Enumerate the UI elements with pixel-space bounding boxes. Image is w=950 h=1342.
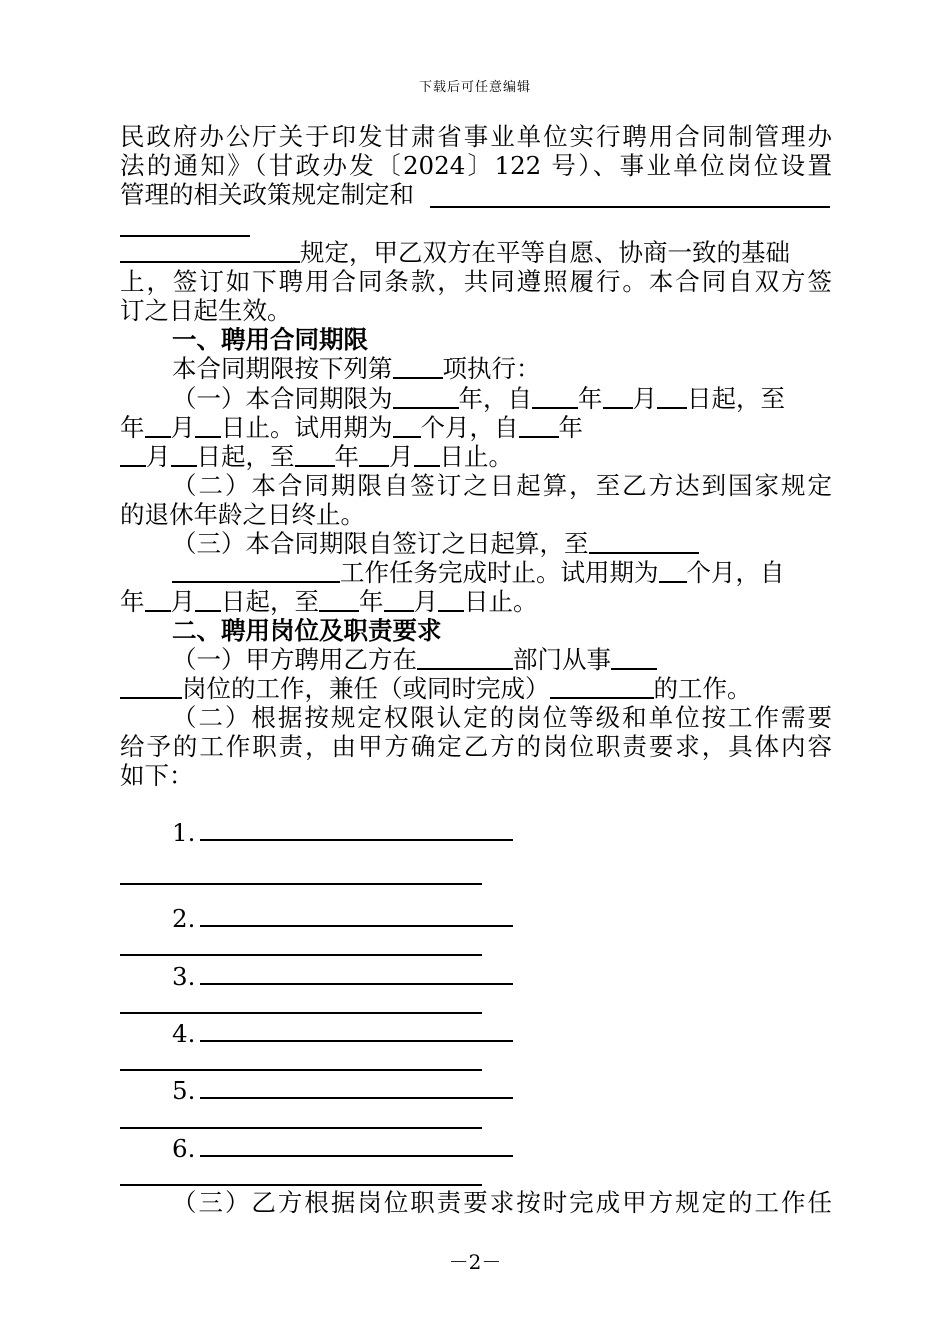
paragraph-text: 日起，至 — [687, 384, 785, 413]
fill-in-blank[interactable] — [200, 983, 513, 985]
paragraph-text: 年 — [359, 587, 384, 616]
paragraph-text: 工作任务完成时止。试用期为 — [340, 558, 659, 587]
list-item: 6. — [172, 1134, 196, 1163]
fill-in-blank[interactable] — [120, 235, 250, 237]
fill-in-blank[interactable] — [519, 414, 559, 438]
paragraph-text: 规定，甲乙双方在平等自愿、协商一致的基础 — [300, 238, 790, 267]
paragraph-text: 年 — [578, 384, 603, 413]
fill-in-blank[interactable] — [393, 414, 421, 438]
fill-in-blank[interactable] — [200, 1097, 513, 1099]
fill-in-blank[interactable] — [611, 646, 657, 670]
paragraph-text: 岗位的工作，兼任（或同时完成） — [182, 674, 550, 703]
fill-in-blank[interactable] — [120, 1069, 482, 1071]
paragraph-line: 上，签订如下聘用合同条款，共同遵照履行。本合同自双方签 — [120, 267, 832, 296]
fill-in-blank[interactable] — [120, 675, 182, 699]
paragraph-text: 年 — [120, 413, 145, 442]
fill-in-blank[interactable] — [319, 588, 359, 612]
paragraph-text: 本合同期限按下列第 — [172, 354, 393, 383]
paragraph-text: 日止。试用期为 — [221, 413, 393, 442]
fill-in-blank[interactable] — [589, 530, 699, 554]
fill-in-blank[interactable] — [120, 239, 300, 263]
fill-in-blank[interactable] — [384, 588, 414, 612]
fill-in-blank[interactable] — [359, 443, 389, 467]
fill-in-blank[interactable] — [120, 1127, 482, 1129]
paragraph-line: 的退休年龄之日终止。 — [120, 500, 365, 529]
fill-in-blank[interactable] — [172, 559, 340, 583]
paragraph-line — [172, 558, 785, 587]
paragraph-line — [120, 587, 538, 616]
section-title: 二、聘用岗位及职责要求 — [172, 616, 442, 645]
paragraph-line: （二）本合同期限自签订之日起算，至乙方达到国家规定 — [172, 471, 832, 500]
paragraph-text: 项执行： — [442, 354, 541, 383]
paragraph-text: 月 — [146, 442, 171, 471]
fill-in-blank[interactable] — [550, 675, 654, 699]
paragraph-line: （三）乙方根据岗位职责要求按时完成甲方规定的工作任 — [172, 1188, 832, 1217]
list-item: 5. — [172, 1076, 196, 1105]
paragraph-text: （三）本合同期限自签订之日起算，至 — [172, 529, 589, 558]
paragraph-line: 给予的工作职责，由甲方确定乙方的岗位职责要求，具体内容 — [120, 732, 832, 761]
list-item: 1. — [172, 818, 196, 847]
fill-in-blank[interactable] — [657, 385, 687, 409]
fill-in-blank[interactable] — [145, 414, 171, 438]
paragraph-text: 月 — [389, 442, 414, 471]
paragraph-text: 的工作。 — [653, 674, 752, 703]
paragraph-text: 月 — [413, 587, 438, 616]
paragraph-line — [120, 442, 513, 471]
fill-in-blank[interactable] — [295, 443, 335, 467]
paragraph-text: 个月，自 — [420, 413, 519, 442]
paragraph-text: 年 — [334, 442, 359, 471]
paragraph-line — [172, 384, 785, 413]
paragraph-text: 个月，自 — [686, 558, 785, 587]
paragraph-line — [172, 645, 657, 674]
paragraph-text: 年 — [120, 587, 145, 616]
paragraph-line — [172, 529, 699, 558]
paragraph-line: 如下： — [120, 761, 194, 790]
fill-in-blank[interactable] — [200, 1040, 513, 1042]
paragraph-text: 日止。 — [439, 442, 513, 471]
paragraph-text: 管理的相关政策规定制定和 — [120, 180, 414, 209]
paragraph-text: 日起，至 — [221, 587, 319, 616]
paragraph-text: 月 — [170, 413, 195, 442]
fill-in-blank[interactable] — [200, 1155, 513, 1157]
fill-in-blank[interactable] — [120, 954, 482, 956]
paragraph-text: 年 — [558, 413, 583, 442]
fill-in-blank[interactable] — [532, 385, 578, 409]
page-header-note: 下载后可任意编辑 — [418, 80, 531, 95]
fill-in-blank[interactable] — [120, 443, 146, 467]
fill-in-blank[interactable] — [430, 206, 830, 208]
fill-in-blank[interactable] — [195, 414, 221, 438]
paragraph-line: 订之日起生效。 — [120, 296, 292, 325]
fill-in-blank[interactable] — [659, 559, 687, 583]
fill-in-blank[interactable] — [120, 1012, 482, 1014]
paragraph-text: 部门从事 — [513, 645, 611, 674]
fill-in-blank[interactable] — [438, 588, 464, 612]
paragraph-line — [120, 180, 414, 209]
fill-in-blank[interactable] — [171, 443, 197, 467]
fill-in-blank[interactable] — [195, 588, 221, 612]
list-item: 4. — [172, 1019, 196, 1048]
fill-in-blank[interactable] — [120, 1184, 482, 1186]
fill-in-blank[interactable] — [393, 385, 459, 409]
fill-in-blank[interactable] — [120, 883, 482, 885]
fill-in-blank[interactable] — [414, 443, 440, 467]
fill-in-blank[interactable] — [393, 355, 443, 379]
fill-in-blank[interactable] — [200, 925, 513, 927]
paragraph-line: 民政府办公厅关于印发甘肃省事业单位实行聘用合同制管理办 — [120, 122, 832, 151]
paragraph-line: （二）根据按规定权限认定的岗位等级和单位按工作需要 — [172, 703, 832, 732]
paragraph-line — [172, 354, 541, 383]
paragraph-line — [120, 674, 752, 703]
list-item: 2. — [172, 904, 196, 933]
fill-in-blank[interactable] — [603, 385, 633, 409]
paragraph-text: 日起，至 — [196, 442, 295, 471]
page-number: －2－ — [448, 1250, 502, 1274]
paragraph-line — [120, 413, 583, 442]
paragraph-text: 月 — [632, 384, 657, 413]
paragraph-text: （一）本合同期限为 — [172, 384, 393, 413]
fill-in-blank[interactable] — [200, 839, 513, 841]
paragraph-text: （一）甲方聘用乙方在 — [172, 645, 417, 674]
paragraph-line — [120, 238, 790, 267]
fill-in-blank[interactable] — [145, 588, 171, 612]
paragraph-line: 法的通知》（甘政办发〔2024〕122 号）、事业单位岗位设置 — [120, 151, 832, 180]
paragraph-text: 年，自 — [458, 384, 532, 413]
paragraph-text: 日止。 — [464, 587, 538, 616]
list-item: 3. — [172, 962, 196, 991]
fill-in-blank[interactable] — [417, 646, 513, 670]
paragraph-text: 月 — [170, 587, 195, 616]
section-title: 一、聘用合同期限 — [172, 325, 368, 354]
